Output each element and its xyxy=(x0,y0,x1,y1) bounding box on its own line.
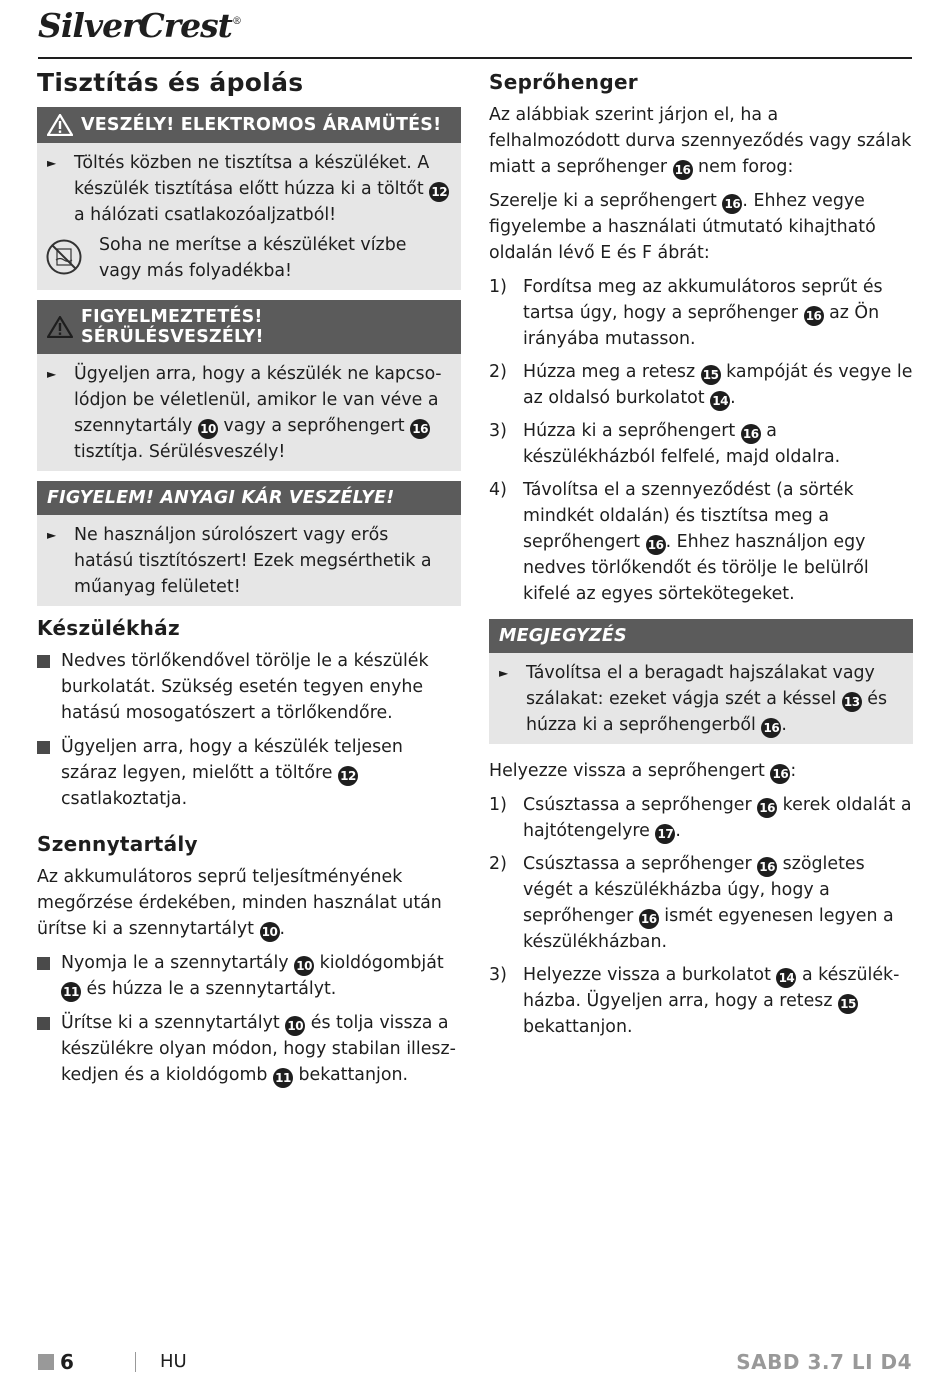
dirt-container-paragraph: Az akkumulátoros seprű teljesítményének megőrzése érdekében, minden használat után ürítse ki a szennytartályt 10 . xyxy=(37,864,461,942)
right-column xyxy=(489,60,913,1047)
no-immersion-icon xyxy=(45,238,83,276)
reinstall-intro: Helyezze vissza a seprőhengert 16 : xyxy=(489,758,913,784)
left-column xyxy=(37,60,461,1096)
warning-item: ► Ügyeljen arra, hogy a készülék ne kapcsolódjon be véletlenül, amikor le van véve a szennytartály 10 vagy a seprőhengert 16 tisztítja. Sérülésveszély! xyxy=(37,354,461,465)
step-1: 1) Fordítsa meg az akkumulátoros seprűt és tartsa úgy, hogy a seprőhenger 16 az Ön irányába mutasson. xyxy=(489,277,883,349)
footer-square-icon xyxy=(38,1354,54,1370)
warning-triangle-icon xyxy=(47,316,73,338)
step-3: 3) Húzza ki a seprőhengert 16 a készülékházból felfelé, majd oldalra. xyxy=(489,421,841,467)
page-number: 6 xyxy=(60,1350,74,1374)
step-4: 4) Távolítsa el a szennyeződést (a sörték mindkét oldalán) és tisztítsa meg a seprőhengert 16 . Ehhez használjon egy nedves törlőkendőt és törölje le belülről kifelé az egyes sörtekötegeket. xyxy=(489,480,869,604)
danger-box xyxy=(37,107,461,290)
note-item: ► Távolítsa el a beragadt hajszálakat vagy szálakat: ezeket vágja szét a késsel 13 és húzza ki a seprőhengerből 16 . xyxy=(489,653,913,738)
attention-box-title: FIGYELEM! ANYAGI KÁR VESZÉLYE! xyxy=(37,481,461,515)
note-box xyxy=(489,619,913,744)
language-code: HU xyxy=(160,1351,187,1372)
section-title: Tisztítás és ápolás xyxy=(37,68,304,97)
danger-item: ► Töltés közben ne tisztítsa a készüléket. A készülék tisztítása előtt húzza ki a töltőt 12 a hálózati csatlakozóaljzatból! xyxy=(37,143,461,228)
housing-bullet-2: Ügyeljen arra, hogy a készülék teljesen száraz legyen, mielőtt a töltőre 12 csatlakoztatja. xyxy=(37,734,461,812)
brand-logo: SilverCrest® xyxy=(38,6,241,45)
roller-remove-intro: Szerelje ki a seprőhengert 16 . Ehhez vegye figyelembe a használati útmutató kihajtható oldalán lévő E és F ábrát: xyxy=(489,191,876,263)
dirt-container-heading: Szennytartály xyxy=(37,832,198,856)
reinstall-step-3: 3) Helyezze vissza a burkolatot 14 a készülékházba. Ügyeljen arra, hogy a retesz 15 bekattanjon. xyxy=(489,965,900,1037)
dirt-bullet-2: Ürítse ki a szennytartályt 10 és tolja vissza a készülékre olyan módon, hogy stabilan illeszkedjen és a kioldógomb 11 bekattanjon. xyxy=(37,1010,461,1088)
roller-intro: Az alábbiak szerint járjon el, ha a felhalmozódott durva szennyeződés vagy szálak miatt a seprőhenger 16 nem forog: xyxy=(489,102,913,180)
model-number: SABD 3.7 LI D4 xyxy=(736,1350,912,1374)
page-footer xyxy=(38,1350,912,1376)
reinstall-step-1: 1) Csúsztassa a seprőhenger 16 kerek oldalát a hajtótengelyre 17 . xyxy=(489,792,913,844)
attention-box xyxy=(37,481,461,606)
warning-triangle-icon xyxy=(47,114,73,136)
attention-item: ► Ne használjon súrolószert vagy erős hatású tisztítószert! Ezek megsérthetik a műanyag felületet! xyxy=(37,515,461,600)
danger-box-title: VESZÉLY! ELEKTROMOS ÁRAMÜTÉS! xyxy=(37,107,461,143)
reinstall-step-2: 2) Csúsztassa a seprőhenger 16 szögletes végét a készülékházba úgy, hogy a seprőhenger 16 ismét egyenesen legyen a készülékházban. xyxy=(489,854,894,952)
housing-bullet-1: Nedves törlőkendővel törölje le a készülék burkolatát. Szükség esetén tegyen enyhe hatású mosogatószert a törlőkendőre. xyxy=(37,648,461,726)
roller-heading: Seprőhenger xyxy=(489,70,638,94)
warning-box-title: FIGYELMEZTETÉS! SÉRÜLÉSVESZÉLY! xyxy=(37,300,461,354)
note-box-title: MEGJEGYZÉS xyxy=(489,619,913,653)
footer-separator xyxy=(135,1352,136,1372)
header-divider xyxy=(38,57,912,59)
dirt-bullet-1: Nyomja le a szennytartály 10 kioldógombját 11 és húzza le a szennytartályt. xyxy=(37,950,461,1002)
housing-heading: Készülékház xyxy=(37,616,180,640)
warning-box xyxy=(37,300,461,471)
no-water-item: Soha ne merítse a készüléket vízbe vagy más folyadékba! xyxy=(37,228,461,284)
step-2: 2) Húzza meg a retesz 15 kampóját és vegye le az oldalsó burkolatot 14 . xyxy=(489,359,913,411)
